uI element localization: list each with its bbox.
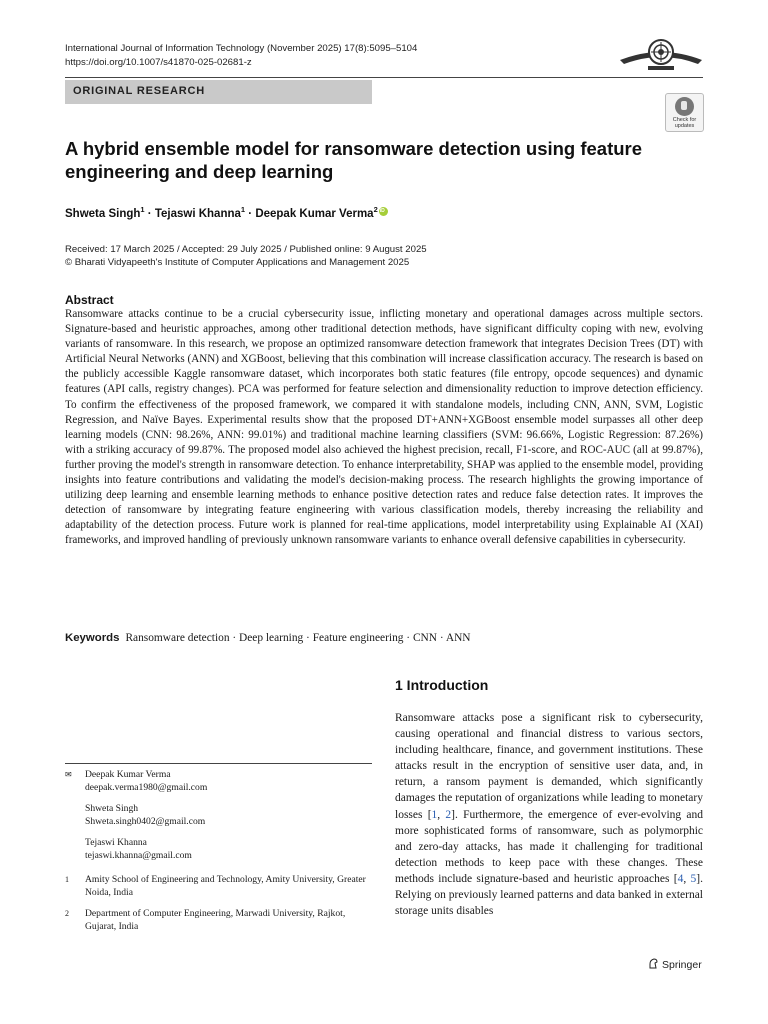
publisher-name: Springer [662,959,702,971]
doi-link[interactable]: https://doi.org/10.1007/s41870-025-02681-z [65,57,252,68]
publication-dates [65,243,427,269]
footnotes [65,768,372,933]
author-separator: · [147,207,152,220]
check-updates-label: Check for updates [672,117,697,129]
article-title: A hybrid ensemble model for ransomware detection using feature engineering and deep learning [65,138,643,182]
affiliation-mark: 2 [65,909,69,918]
intro-text-part: ]. Relying on previously learned patterns and data banked in external storage units disables [395,872,703,918]
abstract-text: Ransomware attacks continue to be a crucial cybersecurity issue, inflicting monetary and operational damages across multiple sectors. Signature-based and heuristic approaches, among other traditional detection methods, have significant difficulty coping with new, evolving variants of ransomware. In this research, we propose an optimized ransomware detection framework that integrates Decision Trees (DT) with Artificial Neural Networks (ANN) and XGBoost, believing that this combination will increase classification accuracy. The research is based on the publicly accessible Kaggle ransomware dataset, which incorporates both static features (file entropy, opcode sequences) and dynamic features (API calls, registry changes). PCA was performed for feature selection and dimensionality reduction to improve detection efficiency. To confirm the effectiveness of the proposed framework, we compared it with standalone models, including CNN, ANN, SVM, Logistic Regression, and Naïve Bayes. Experimental results show that the proposed DT+ANN+XGBoost ensemble model surpasses all other deep learning models (CNN: 98.26%, ANN: 99.01%) and traditional machine learning classifiers (SVM: 96.66%, Logistic Regression: 87.26%) with a striking accuracy of 99.87%. The proposed model also achieved the highest precision, recall, F1-score, and ROC-AUC (all at 99.87%), further proving the model's strength in ransomware detection. To enhance interpretability, SHAP was applied to the ensemble model, providing insights into feature contributions and validating the model's decision-making process. The research highlights the growing importance of utilizing deep learning and ensemble learning methods to enhance positive detection rates and reduce false detection rates. It improves the detection of ransomware by integrating feature engineering with various classification models, thereby increasing the reliability and adaptability of the detection process. Future work is planned for real-time applications, model interpretability using Explainable AI (XAI) frameworks, and improved handling of previously unknown ransomware variants to enhance overall defensive capabilities in cybersecurity. [65,308,703,547]
contact-entry [65,802,372,828]
citation-link[interactable]: 4 [677,872,684,885]
journal-citation: International Journal of Information Technology (November 2025) 17(8):5095–5104 [65,43,418,54]
author-name[interactable]: Tejaswi Khanna [154,207,241,220]
envelope-icon: ✉ [65,770,72,779]
affiliation-entry [65,873,372,899]
author-list [65,205,388,220]
contact-email[interactable]: deepak.verma1980@gmail.com [85,782,208,793]
author-affiliation-mark: 1 [140,205,145,214]
affiliation-entry [65,907,372,933]
keywords-line [65,632,471,644]
intro-text-part: ]. Furthermore, the emergence of ever-evolving and more sophisticated forms of ransomware, such as polymorphic and zero-day attacks, has made it challenging for traditional detection methods to keep pace with these changes. These methods include signature-based and heuristic approaches [ [395,808,703,885]
author-name[interactable]: Deepak Kumar Verma [255,207,374,220]
check-for-updates-button[interactable] [665,93,704,132]
contact-name: Tejaswi Khanna [85,837,147,848]
history-dates: Received: 17 March 2025 / Accepted: 29 July 2025 / Published online: 9 August 2025 [65,244,427,255]
copyright-line: © Bharati Vidyapeeth's Institute of Computer Applications and Management 2025 [65,257,410,268]
keywords-heading: Keywords [65,632,120,644]
author-affiliation-mark: 1 [240,205,246,214]
check-updates-icon [675,97,694,116]
publisher-footer [648,958,702,971]
affiliation-text: Amity School of Engineering and Technology, Amity University, Greater Noida, India [85,874,366,898]
section-banner [65,80,372,104]
citation-link[interactable]: 5 [690,872,697,885]
publisher-logo-icon [618,34,704,74]
contact-entry [65,768,372,794]
section-heading-introduction: 1 Introduction [395,677,489,693]
abstract-heading: Abstract [65,293,114,307]
orcid-icon[interactable] [379,207,388,216]
contact-name: Shweta Singh [85,803,139,814]
intro-text-part: Ransomware attacks pose a significant risk to cybersecurity, causing operational and financial distress to various sectors, including healthcare, finance, and government institutions. These attacks result in the encryption of sensitive user data, and, in return, a ransom payment is demanded, which significantly damages the reputation of organizations while leading to monetary losses [ [395,712,703,821]
author-affiliation-mark: 2 [373,205,378,214]
section-label: ORIGINAL RESEARCH [73,85,205,97]
journal-header [65,42,417,70]
affiliation-mark: 1 [65,875,69,884]
author-separator: · [248,207,253,220]
introduction-text: Ransomware attacks pose a significant risk to cybersecurity, causing operational and financial distress to various sectors, including healthcare, finance, and government institutions. These attacks result in the encryption of sensitive user data, and, in return, a ransom payment is demanded, which significantly damages the reputation of organizations while leading to monetary losses [1, 2]. Furthermore, the emergence of ever-evolving and more sophisticated forms of ransomware, such as polymorphic and zero-day attacks, has made it challenging for traditional detection methods to keep pace with these changes. These methods include signature-based and heuristic approaches [4, 5]. Relying on previously learned patterns and data banked in external storage units disables [395,712,703,918]
contact-email[interactable]: tejaswi.khanna@gmail.com [85,850,192,861]
contact-name: Deepak Kumar Verma [85,769,171,780]
springer-horse-icon [648,958,658,969]
contact-entry [65,836,372,862]
footnote-divider [65,763,372,764]
keywords-list: Ransomware detection · Deep learning · Feature engineering · CNN · ANN [125,632,471,644]
author-name[interactable]: Shweta Singh [65,207,141,220]
affiliation-text: Department of Computer Engineering, Marwadi University, Rajkot, Gujarat, India [85,908,346,932]
header-divider [65,77,703,78]
citation-link[interactable]: 2 [445,808,452,821]
citation-link[interactable]: 1 [431,808,438,821]
contact-email[interactable]: Shweta.singh0402@gmail.com [85,816,206,827]
